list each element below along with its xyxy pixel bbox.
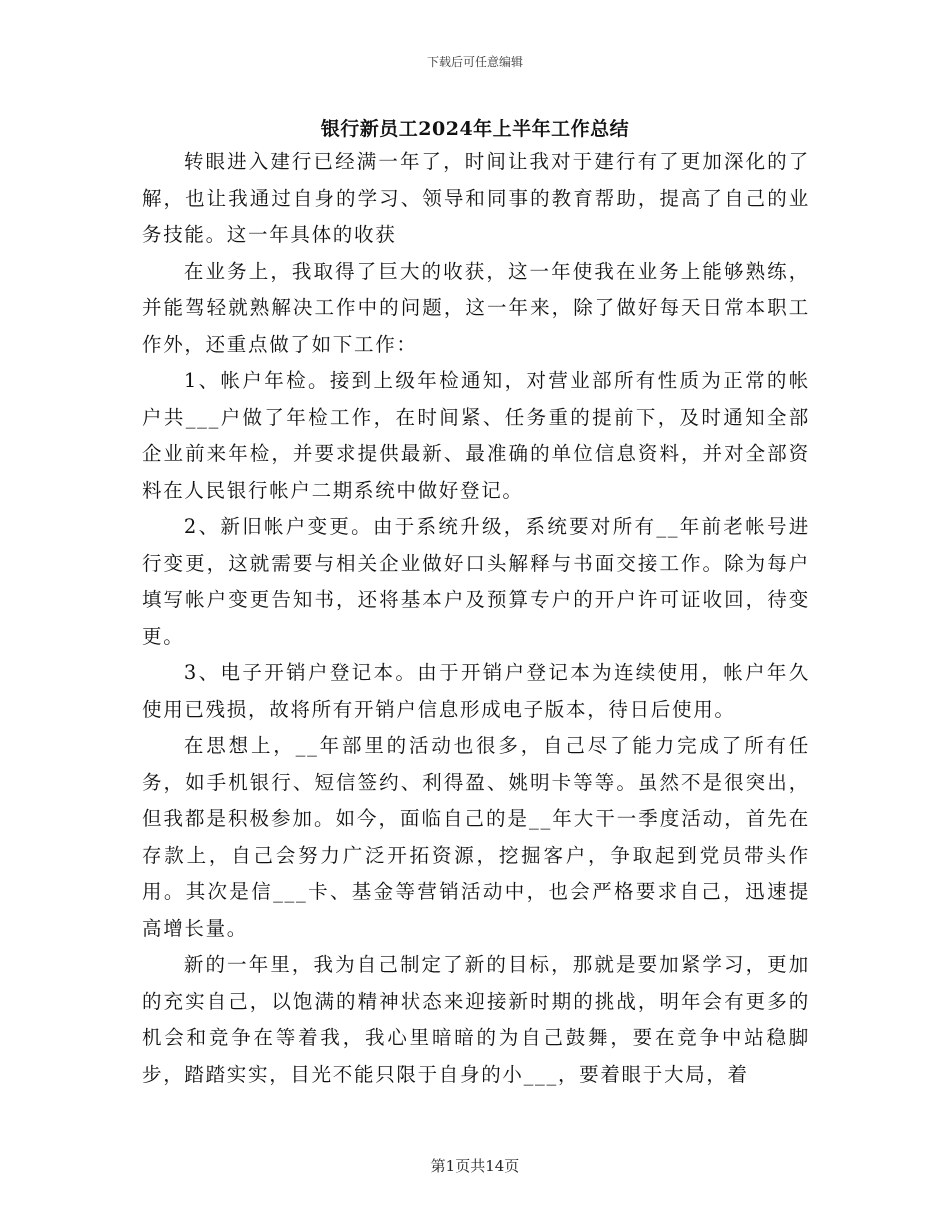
paragraph-item-3: 3、电子开销户登记本。由于开销户登记本为连续使用，帐户年久使用已残损，故将所有开销户信息形成电子版本，待日后使用。	[142, 661, 810, 721]
document-title: 银行新员工2024年上半年工作总结	[320, 118, 630, 140]
header-note: 下载后可任意编辑	[426, 55, 523, 69]
document-body	[142, 144, 810, 1093]
paragraph-intro: 转眼进入建行已经满一年了，时间让我对于建行有了更加深化的了解，也让我通过自身的学习、领导和同事的教育帮助，提高了自己的业务技能。这一年具体的收获	[142, 150, 810, 246]
paragraph-new-year: 新的一年里，我为自己制定了新的目标，那就是要加紧学习，更加的充实自己，以饱满的精神状态来迎接新时期的挑战，明年会有更多的机会和竞争在等着我，我心里暗暗的为自己鼓舞，要在竞争中站稳脚步，踏踏实实，目光不能只限于自身的小___，要着眼于大局，着	[142, 953, 810, 1086]
paragraph-business: 在业务上，我取得了巨大的收获，这一年使我在业务上能够熟练，并能驾轻就熟解决工作中的问题，这一年来，除了做好每天日常本职工作外，还重点做了如下工作：	[142, 259, 810, 356]
paragraph-item-2: 2、新旧帐户变更。由于系统升级，系统要对所有__年前老帐号进行变更，这就需要与相关企业做好口头解释与书面交接工作。除为每户填写帐户变更告知书，还将基本户及预算专户的开户许可证收回，待变更。	[142, 515, 810, 648]
page-number-footer: 第1页共14页	[430, 1157, 520, 1175]
paragraph-item-1: 1、帐户年检。接到上级年检通知，对营业部所有性质为正常的帐户共___户做了年检工作，在时间紧、任务重的提前下，及时通知全部企业前来年检，并要求提供最新、最准确的单位信息资料，并对全部资料在人民银行帐户二期系统中做好登记。	[142, 369, 810, 502]
paragraph-thought: 在思想上，__年部里的活动也很多，自己尽了能力完成了所有任务，如手机银行、短信签约、利得盈、姚明卡等等。虽然不是很突出，但我都是积极参加。如今，面临自己的是__年大干一季度活动，首先在存款上，自己会努力广泛开拓资源，挖掘客户，争取起到党员带头作用。其次是信___卡、基金等营销活动中，也会严格要求自己，迅速提高增长量。	[142, 734, 810, 940]
